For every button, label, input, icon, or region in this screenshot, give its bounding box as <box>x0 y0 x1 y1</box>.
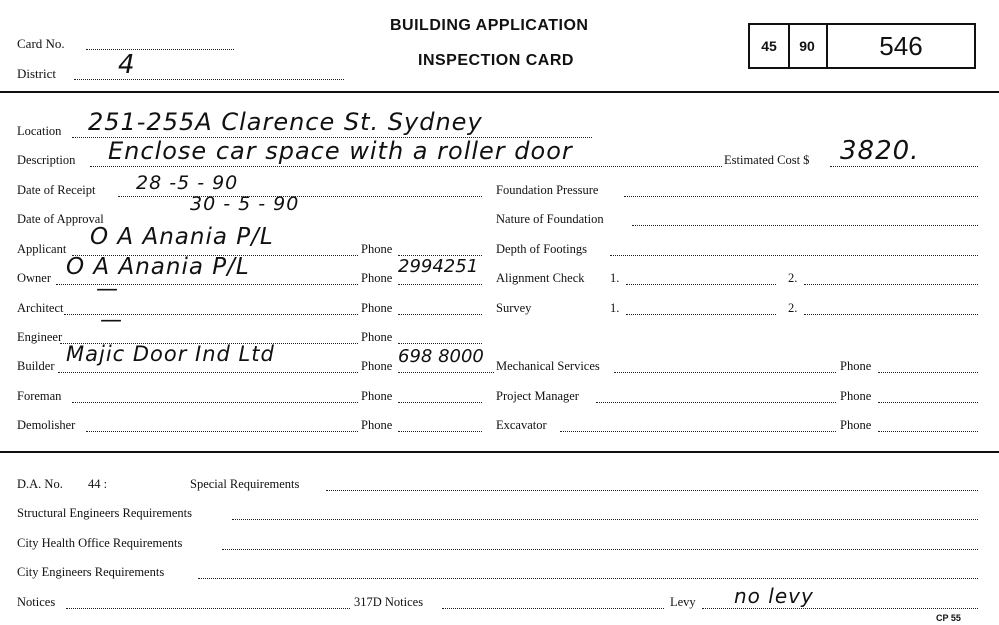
architect-phone-line <box>398 314 482 315</box>
health-label: City Health Office Requirements <box>17 536 183 550</box>
card-no-line <box>86 49 234 50</box>
builder-value: Majic Door Ind Ltd <box>66 342 275 366</box>
estimated-cost-label: Estimated Cost $ <box>724 153 810 167</box>
code-box-3: 546 <box>828 23 976 69</box>
foreman-line <box>72 402 358 403</box>
foreman-label: Foreman <box>17 389 62 403</box>
special-requirements-line <box>326 490 978 491</box>
alignment-check-label: Alignment Check <box>496 271 585 285</box>
project-manager-label: Project Manager <box>496 389 579 403</box>
architect-label: Architect <box>17 301 64 315</box>
district-line <box>74 79 344 80</box>
builder-label: Builder <box>17 359 55 373</box>
district-value: 4 <box>118 50 136 80</box>
foundation-pressure-line <box>624 196 978 197</box>
date-receipt-line <box>118 196 482 197</box>
estimated-cost-line <box>830 166 978 167</box>
levy-line <box>702 608 978 609</box>
architect-value: — <box>96 277 119 302</box>
notices-label: Notices <box>17 595 56 609</box>
da-no-value: 44 : <box>88 477 108 491</box>
demolisher-phone-label: Phone <box>361 418 393 432</box>
form-title-line2: INSPECTION CARD <box>418 52 574 69</box>
survey-line-2 <box>804 314 978 315</box>
code-box-2: 90 <box>788 23 828 69</box>
survey-num-2: 2. <box>788 301 798 315</box>
owner-value: O A Anania P/L <box>66 254 250 280</box>
notices-317d-label: 317D Notices <box>354 595 424 609</box>
depth-footings-line <box>610 255 978 256</box>
applicant-phone-label: Phone <box>361 242 393 256</box>
description-line <box>90 166 722 167</box>
builder-line <box>58 372 358 373</box>
city-engineers-line <box>198 578 978 579</box>
excavator-label: Excavator <box>496 418 547 432</box>
project-manager-phone-label: Phone <box>840 389 872 403</box>
applicant-value: O A Anania P/L <box>90 224 274 250</box>
owner-phone-label: Phone <box>361 271 393 285</box>
structural-line <box>232 519 978 520</box>
survey-label: Survey <box>496 301 532 315</box>
depth-footings-label: Depth of Footings <box>496 242 587 256</box>
alignment-line-1 <box>626 284 776 285</box>
location-label: Location <box>17 124 62 138</box>
description-value: Enclose car space with a roller door <box>108 137 573 165</box>
owner-phone-value: 2994251 <box>398 256 479 277</box>
date-receipt-label: Date of Receipt <box>17 183 96 197</box>
engineer-label: Engineer <box>17 330 63 344</box>
demolisher-label: Demolisher <box>17 418 76 432</box>
demolisher-phone-line <box>398 431 482 432</box>
excavator-phone-line <box>878 431 978 432</box>
nature-foundation-line <box>632 225 978 226</box>
excavator-phone-label: Phone <box>840 418 872 432</box>
date-receipt-value: 28 -5 - 90 <box>136 172 239 194</box>
mechanical-services-line <box>614 372 836 373</box>
engineer-phone-label: Phone <box>361 330 393 344</box>
builder-phone-value: 698 8000 <box>398 346 484 367</box>
health-line <box>222 549 978 550</box>
mechanical-phone-label: Phone <box>840 359 872 373</box>
demolisher-line <box>86 431 358 432</box>
architect-phone-label: Phone <box>361 301 393 315</box>
nature-foundation-label: Nature of Foundation <box>496 212 604 226</box>
location-value: 251-255A Clarence St. Sydney <box>88 108 483 136</box>
header-divider <box>0 91 999 93</box>
owner-label: Owner <box>17 271 52 285</box>
district-label: District <box>17 66 56 81</box>
survey-line-1 <box>626 314 776 315</box>
foreman-phone-line <box>398 402 482 403</box>
mechanical-phone-line <box>878 372 978 373</box>
builder-phone-label: Phone <box>361 359 393 373</box>
excavator-line <box>560 431 836 432</box>
date-approval-value: 30 - 5 - 90 <box>190 193 300 215</box>
description-label: Description <box>17 153 76 167</box>
engineer-value: — <box>100 308 123 333</box>
special-requirements-label: Special Requirements <box>190 477 300 491</box>
builder-phone-line <box>398 372 494 373</box>
form-title-line1: BUILDING APPLICATION <box>390 17 589 34</box>
notices-317d-line <box>442 608 664 609</box>
section-divider <box>0 451 999 453</box>
notices-line <box>66 608 350 609</box>
project-manager-phone-line <box>878 402 978 403</box>
card-no-label: Card No. <box>17 36 65 51</box>
alignment-num-1: 1. <box>610 271 620 285</box>
form-code: CP 55 <box>936 613 961 623</box>
owner-phone-line <box>398 284 482 285</box>
alignment-line-2 <box>804 284 978 285</box>
estimated-cost-value: 3820. <box>840 136 920 166</box>
code-box-1: 45 <box>748 23 790 69</box>
survey-num-1: 1. <box>610 301 620 315</box>
foreman-phone-label: Phone <box>361 389 393 403</box>
structural-label: Structural Engineers Requirements <box>17 506 192 520</box>
applicant-label: Applicant <box>17 242 67 256</box>
levy-label: Levy <box>670 595 696 609</box>
levy-value: no levy <box>734 584 814 608</box>
foundation-pressure-label: Foundation Pressure <box>496 183 599 197</box>
project-manager-line <box>596 402 836 403</box>
date-approval-label: Date of Approval <box>17 212 104 226</box>
engineer-phone-line <box>398 343 482 344</box>
da-no-label: D.A. No. <box>17 477 63 491</box>
city-engineers-label: City Engineers Requirements <box>17 565 165 579</box>
alignment-num-2: 2. <box>788 271 798 285</box>
mechanical-services-label: Mechanical Services <box>496 359 600 373</box>
